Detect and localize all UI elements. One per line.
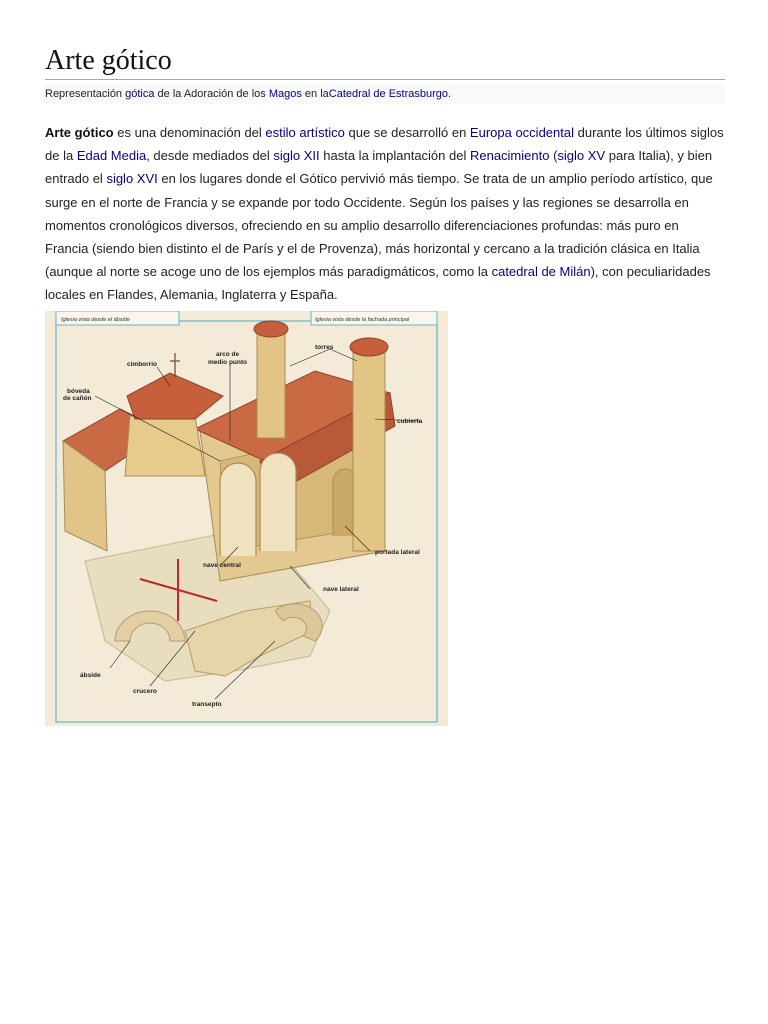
link-catedral-estrasburgo[interactable]: Catedral de Estrasburgo bbox=[328, 88, 449, 100]
church-illustration[interactable] bbox=[45, 311, 448, 726]
link-magos[interactable]: Magos bbox=[268, 88, 302, 100]
arch-2 bbox=[260, 453, 296, 551]
tower-right bbox=[353, 351, 385, 551]
arch-1 bbox=[220, 463, 256, 556]
label-boveda-1: bóveda bbox=[67, 388, 90, 395]
label-cubierta: cubierta bbox=[397, 418, 423, 425]
tag-left: Iglesia vista desde el ábside bbox=[61, 317, 130, 323]
tower-left bbox=[257, 333, 285, 438]
label-abside: ábside bbox=[80, 672, 101, 679]
label-torres: torres bbox=[315, 344, 334, 351]
label-portada-lateral: portada lateral bbox=[375, 549, 420, 556]
label-nave-central: nave central bbox=[203, 562, 241, 569]
cimborrio-walls bbox=[125, 416, 205, 476]
paragraph-text: ( bbox=[549, 148, 558, 164]
paragraph-text: durante los últimos siglos de la bbox=[45, 125, 724, 164]
image-caption bbox=[45, 84, 725, 104]
caption-text: . bbox=[448, 88, 452, 100]
link-siglo-xvi[interactable]: siglo XVI bbox=[106, 171, 158, 187]
paragraph-text: que se desarrolló en bbox=[344, 125, 470, 140]
caption-text: Representación bbox=[45, 88, 126, 100]
paragraph-text: en los lugares donde el Gótico pervivió más tiempo. Se trata de un amplio período artístico, que surge en el norte de Francia y se expande por todo Occidente. Según los países y las regiones se desarrolla en momentos cronológicos diversos, ofreciendo en su amplio desarrollo diferenciaciones profundas: más puro en Francia (siendo bien distinto el de París y el de Provenza), más horizontal y cercano a la tradición clásica en Italia (aunque al norte se acoge uno de los ejemplos más paradigmáticos, como la bbox=[45, 171, 713, 280]
label-crucero: crucero bbox=[133, 688, 157, 695]
paragraph-text: ), con peculiaridades locales en Flandes, Alemania, Inglaterra y España. bbox=[45, 264, 711, 303]
caption-text: de la Adoración de los bbox=[154, 88, 269, 100]
link-estilo-artistico[interactable]: estilo artístico bbox=[265, 125, 345, 140]
paragraph-text: para Italia), y bien entrado el bbox=[45, 148, 713, 187]
label-boveda-2: de cañón bbox=[63, 395, 92, 402]
church-drawing bbox=[45, 311, 448, 726]
paragraph-text: hasta la implantación del bbox=[319, 148, 470, 164]
label-cimborrio: cimborrio bbox=[127, 361, 157, 368]
title-divider bbox=[45, 79, 725, 80]
link-edad-media[interactable]: Edad Media bbox=[76, 148, 147, 164]
intro-paragraph bbox=[45, 121, 725, 307]
label-arco-1: arco de bbox=[216, 351, 240, 358]
paragraph-text: es una denominación del bbox=[113, 125, 266, 140]
link-renacimiento[interactable]: Renacimiento bbox=[469, 148, 550, 164]
label-arco-2: medio punto bbox=[208, 359, 247, 366]
label-transepto: transepto bbox=[192, 701, 222, 708]
link-siglo-xv[interactable]: siglo XV bbox=[557, 148, 606, 164]
link-europa-occidental[interactable]: Europa occidental bbox=[469, 125, 574, 140]
paragraph-text: , desde mediados del bbox=[146, 148, 274, 164]
link-gotica[interactable]: gótica bbox=[125, 88, 155, 100]
caption-text: en la bbox=[301, 88, 329, 100]
tag-right: Iglesia vista desde la fachada principal bbox=[315, 317, 410, 323]
term-bold: Arte gótico bbox=[45, 125, 114, 140]
link-siglo-xii[interactable]: siglo XII bbox=[273, 148, 320, 164]
label-nave-lateral: nave lateral bbox=[323, 586, 359, 593]
link-catedral-milan[interactable]: catedral de Milán bbox=[491, 264, 591, 280]
tower-right-roof bbox=[350, 338, 388, 356]
tower-left-roof bbox=[254, 321, 288, 337]
page-title: Arte gótico bbox=[45, 45, 172, 76]
